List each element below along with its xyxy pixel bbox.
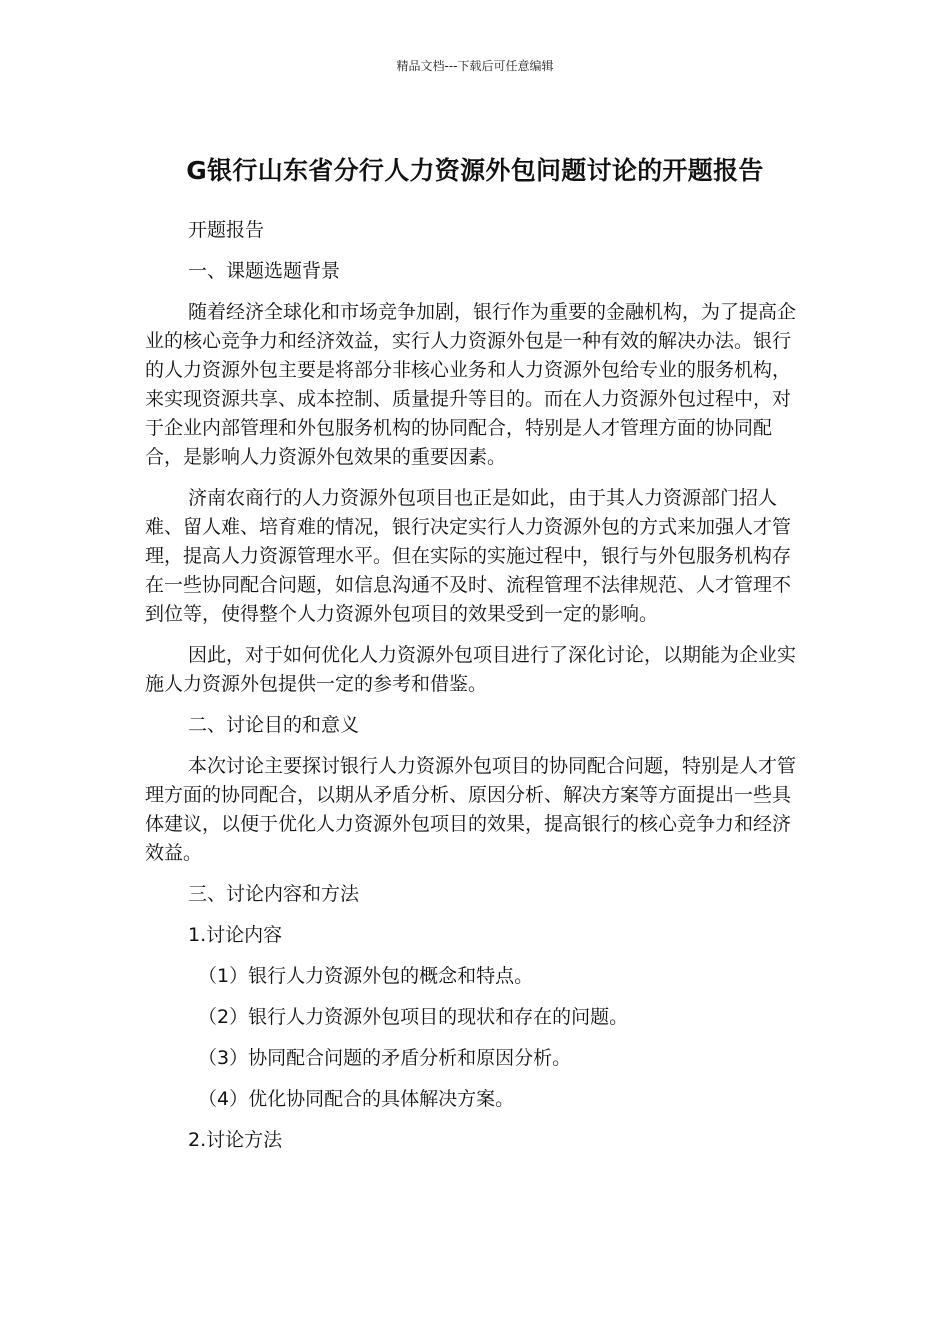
paragraph-purpose: 本次讨论主要探讨银行人力资源外包项目的协同配合问题，特别是人才管理方面的协同配合，以期从矛盾分析、原因分析、解决方案等方面提出一些具体建议，以便于优化人力资源外包项目的效果，提高银行的核心竞争力和经济效益。	[145, 755, 797, 864]
document-body	[145, 216, 805, 1167]
paragraph-background-1: 随着经济全球化和市场竞争加剧，银行作为重要的金融机构，为了提高企业的核心竞争力和经济效益，实行人力资源外包是一种有效的解决办法。银行的人力资源外包主要是将部分非核心业务和人力资源外包给专业的服务机构，来实现资源共享、成本控制、质量提升等目的。而在人力资源外包过程中，对于企业内部管理和外包服务机构的协同配合，特别是人才管理方面的协同配合，是影响人力资源外包效果的重要因素。	[145, 301, 797, 468]
subheading-content: 1.讨论内容	[188, 924, 283, 946]
list-item: （1）银行人力资源外包的概念和特点。	[198, 965, 534, 987]
section-heading-content-method: 三、讨论内容和方法	[188, 883, 360, 905]
section-heading-background: 一、课题选题背景	[188, 260, 341, 282]
list-item: （4）优化协同配合的具体解决方案。	[198, 1088, 515, 1110]
paragraph-background-2: 济南农商行的人力资源外包项目也正是如此，由于其人力资源部门招人难、留人难、培育难的情况，银行决定实行人力资源外包的方式来加强人才管理，提高人力资源管理水平。但在实际的实施过程中，银行与外包服务机构存在一些协同配合问题，如信息沟通不及时、流程管理不法律规范、人才管理不到位等，使得整个人力资源外包项目的效果受到一定的影响。	[145, 487, 792, 625]
page-header: 精品文档---下载后可任意编辑	[396, 59, 554, 73]
document-title: G银行山东省分行人力资源外包问题讨论的开题报告	[186, 155, 764, 185]
list-item: （2）银行人力资源外包项目的现状和存在的问题。	[198, 1006, 629, 1028]
section-heading-purpose: 二、讨论目的和意义	[188, 714, 360, 736]
list-item: （3）协同配合问题的矛盾分析和原因分析。	[198, 1047, 572, 1069]
section-label: 开题报告	[188, 219, 265, 241]
paragraph-background-3: 因此，对于如何优化人力资源外包项目进行了深化讨论，以期能为企业实施人力资源外包提供一定的参考和借鉴。	[145, 644, 797, 695]
subheading-method: 2.讨论方法	[188, 1129, 283, 1151]
